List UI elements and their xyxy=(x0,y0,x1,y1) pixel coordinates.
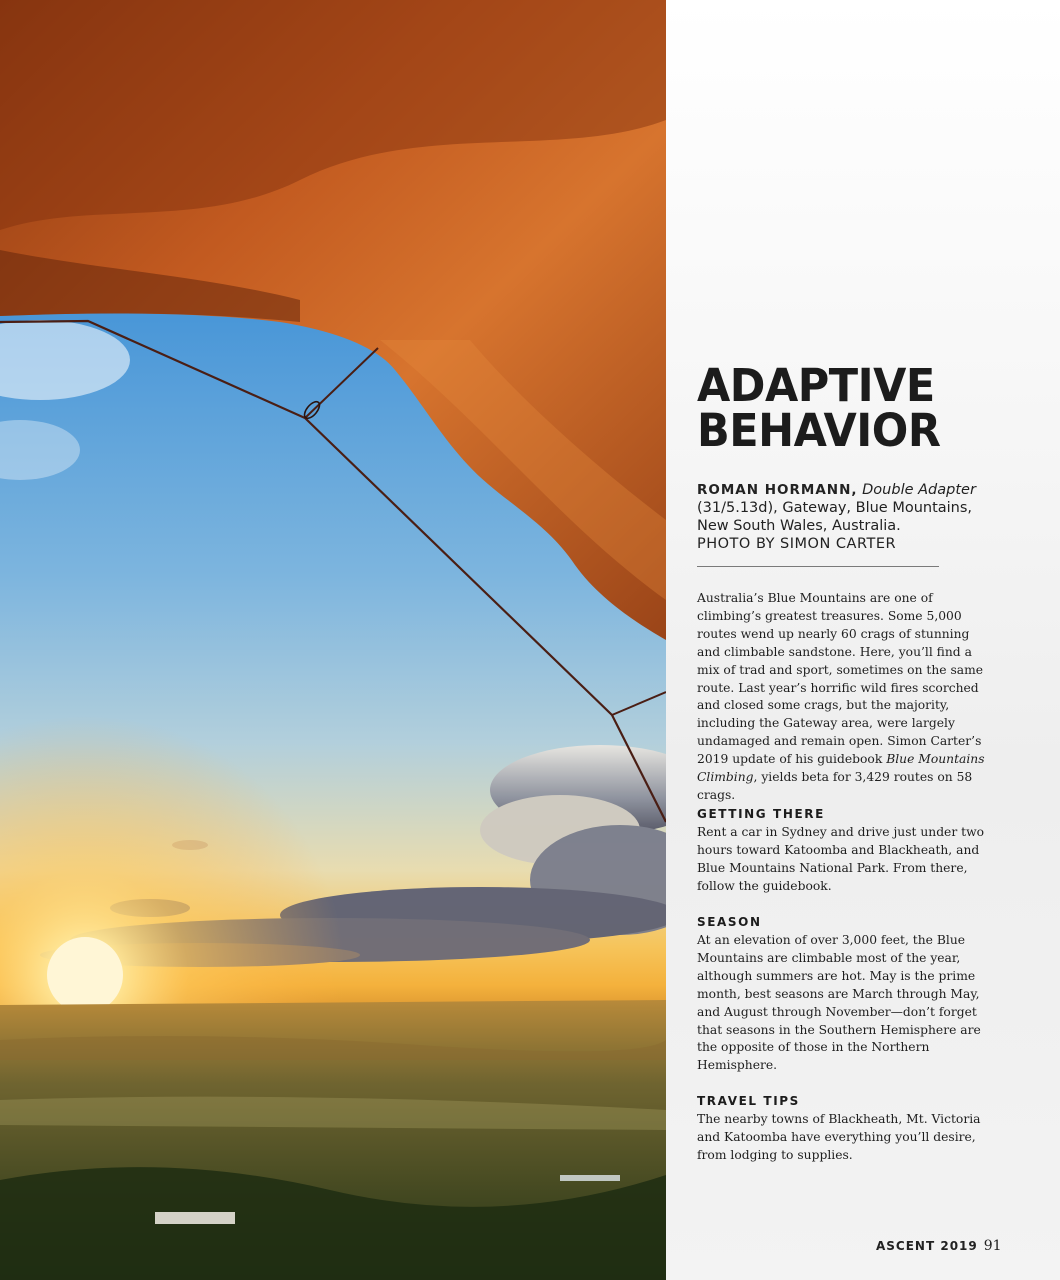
photo-credit: PHOTO BY SIMON CARTER xyxy=(697,536,897,552)
section-heading: SEASON xyxy=(697,915,762,929)
magazine-name: ASCENT 2019 xyxy=(876,1239,978,1253)
page-folio xyxy=(876,1238,1002,1254)
intro-text-1: Australia’s Blue Mountains are one of climbing’s greatest treasures. Some 5,000 routes wend up nearly 60 crags of stunning and climbable sandstone. Here, you’ll find a mix of trad and sport, sometimes on the same route. Last year’s horrific wild fires scorched and closed some crags, but the majority, including the Gateway area, were largely undamaged and remain open. Simon Carter’s 2019 update of his guidebook xyxy=(697,591,984,767)
farm-building xyxy=(155,1212,235,1224)
section-text: The nearby towns of Blackheath, Mt. Victoria and Katoomba have everything you’ll desire, from lodging to supplies. xyxy=(697,1112,981,1162)
cloud-wisp xyxy=(0,420,80,480)
photo-caption xyxy=(697,481,987,553)
section-getting-there xyxy=(697,807,989,896)
section-heading: GETTING THERE xyxy=(697,807,825,821)
sun xyxy=(47,937,123,1013)
intro-paragraph xyxy=(697,590,989,805)
section-travel-tips xyxy=(697,1094,989,1165)
headline-line-1: ADAPTIVE xyxy=(697,359,935,413)
section-text: At an elevation of over 3,000 feet, the Blue Mountains are climbable most of the year, although summers are hot. May is the prime month, best seasons are March through May, and August through November—don’t forget that seasons in the Southern Hemisphere are the opposite of those in the Northern Hemisphere. xyxy=(697,933,981,1073)
climber-name: ROMAN HORMANN, xyxy=(697,482,858,498)
divider xyxy=(697,566,939,567)
guidebook-title: Blue Mountains Climbing xyxy=(697,752,985,785)
intro-text-2: , yields beta for 3,429 routes on 58 crags. xyxy=(697,770,973,802)
section-text: Rent a car in Sydney and drive just under two hours toward Katoomba and Blackheath, and Blue Mountains National Park. From there, follow the guidebook. xyxy=(697,825,984,893)
page-number: 91 xyxy=(983,1238,1002,1254)
headline-line-2: BEHAVIOR xyxy=(697,404,941,458)
headline xyxy=(697,359,1017,458)
route-details: (31/5.13d), Gateway, Blue Mountains, New South Wales, Australia. xyxy=(697,500,973,534)
section-heading: TRAVEL TIPS xyxy=(697,1094,800,1108)
route-name: Double Adapter xyxy=(862,482,976,498)
section-season xyxy=(697,915,989,1075)
